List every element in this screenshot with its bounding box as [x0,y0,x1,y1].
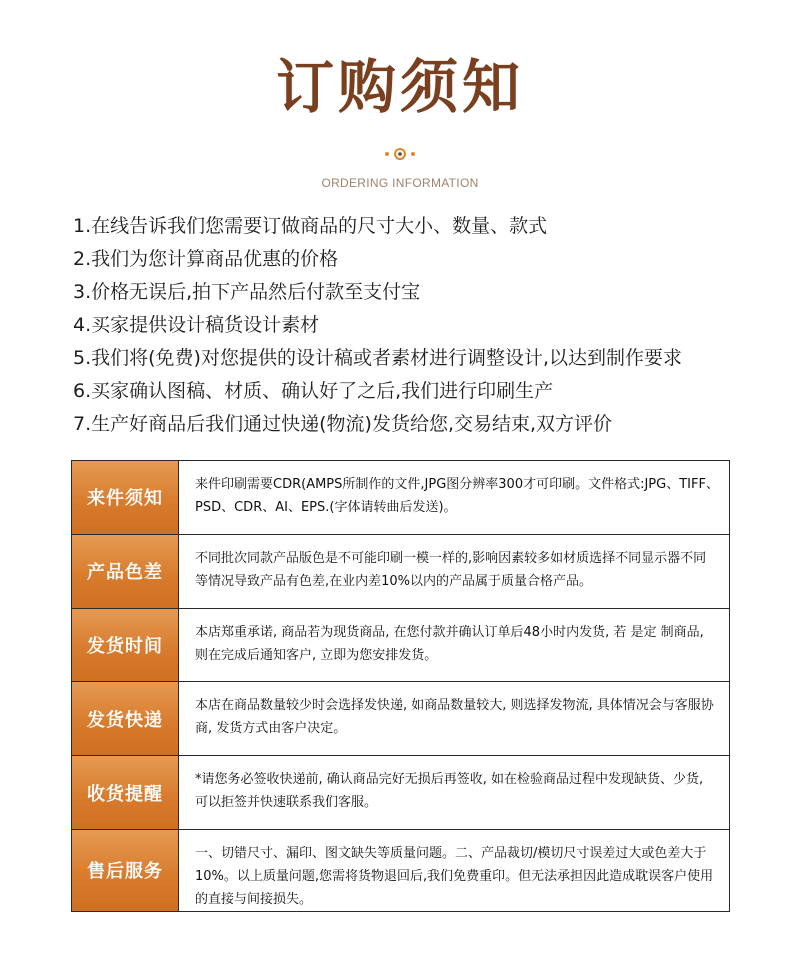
row-content: *请您务必签收快递前, 确认商品完好无损后再签收, 如在检验商品过程中发现缺货、少货, 可以拒签并快速联系我们客服。 [195,772,704,811]
table-row [72,461,729,535]
row-content: 一、切错尺寸、漏印、图文缺失等质量问题。二、产品裁切/模切尺寸误差过大或色差大于10%。以上质量问题,您需将货物退回后,我们免费重印。但无法承担因此造成耽误客户使用的直接与间接损失。 [195,845,714,907]
row-content: 本店在商品数量较少时会选择发快递, 如商品数量较大, 则选择发物流, 具体情况会与客服协商, 发货方式由客户决定。 [195,698,714,737]
page-title: 订购须知 [275,53,524,121]
row-label: 来件须知 [72,461,179,534]
order-step: 4.买家提供设计稿货设计素材 [73,314,320,336]
row-label: 收货提醒 [72,756,179,829]
table-row [72,535,729,609]
order-step: 1.在线告诉我们您需要订做商品的尺寸大小、数量、款式 [73,215,548,237]
row-content: 来件印刷需要CDR(AMPS所制作的文件,JPG图分辨率300才可印刷。文件格式:JPG、TIFF、PSD、CDR、AI、EPS.(字体请转曲后发送)。 [195,477,719,515]
table-row [72,830,729,911]
order-steps-list [73,210,773,441]
notice-table [71,460,730,912]
order-step: 2.我们为您计算商品优惠的价格 [73,248,339,270]
table-row [72,609,729,683]
row-content: 不同批次同款产品版色是不可能印刷一模一样的,影响因素较多如材质选择不同显示器不同等情况导致产品有色差,在业内差10%以内的产品属于质量合格产品。 [195,550,707,589]
order-step: 5.我们将(免费)对您提供的设计稿或者素材进行调整设计,以达到制作要求 [73,347,682,369]
table-row [72,682,729,756]
page-subtitle: ORDERING INFORMATION [321,176,479,190]
table-row [72,756,729,830]
order-step: 6.买家确认图稿、材质、确认好了之后,我们进行印刷生产 [73,380,554,402]
row-label: 售后服务 [72,830,179,911]
row-label: 发货快递 [72,682,179,755]
order-step: 3.价格无误后,拍下产品然后付款至支付宝 [73,281,421,303]
row-content: 本店郑重承诺, 商品若为现货商品, 在您付款并确认订单后48小时内发货, 若 是定 制商品, 则在完成后通知客户, 立即为您安排发货。 [195,624,704,663]
row-label: 发货时间 [72,609,179,682]
decorative-dots-icon [0,146,800,162]
order-step: 7.生产好商品后我们通过快递(物流)发货给您,交易结束,双方评价 [73,413,613,435]
row-label: 产品色差 [72,535,179,608]
